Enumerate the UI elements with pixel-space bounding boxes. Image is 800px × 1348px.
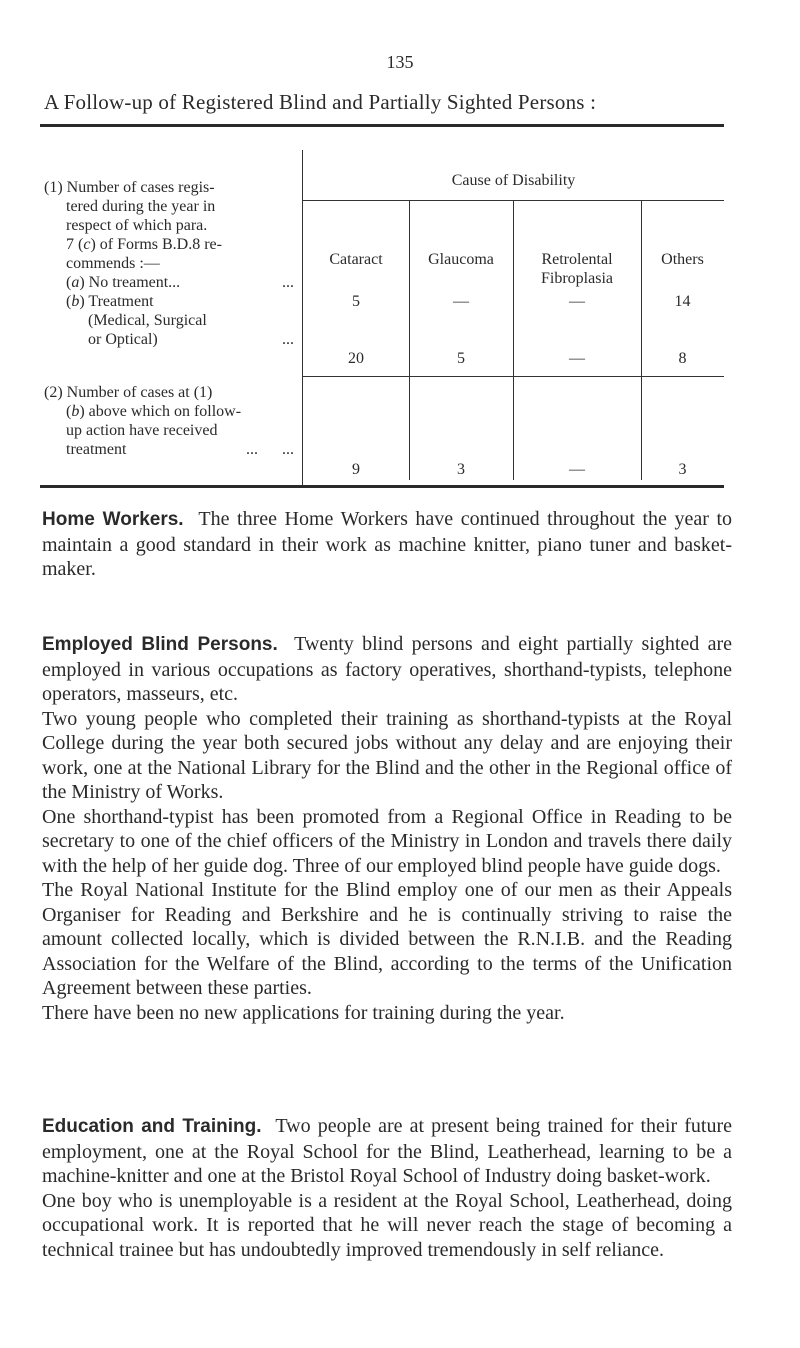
row-b-line: or Optical): [88, 331, 158, 348]
cell-b-glaucoma: 5: [457, 350, 465, 367]
cause-of-disability-header: Cause of Disability: [451, 172, 576, 189]
paragraph: The three Home Workers have continued throughout the year to maintain a good standard in their work as machine knitter, piano tuner and basket-maker.: [42, 508, 733, 580]
row-1-line: commends :—: [66, 255, 160, 272]
cell-2-others: 3: [678, 461, 687, 478]
row-a-text: a: [71, 274, 80, 291]
leader-dots: ... ...: [246, 441, 294, 458]
row-b-text: ) Treatment: [79, 293, 154, 310]
row-1-text: 7 (: [66, 236, 84, 253]
cell-b-retrolental: —: [569, 350, 585, 367]
cell-a-glaucoma: —: [453, 293, 469, 310]
row-2-text: b: [71, 403, 80, 420]
paragraph: The Royal National Institute for the Blind employ one of our men as their Appeals Organiser for Reading and Berkshire and he is continually striving to raise the amount collected locally, which is divided between the R.N.I.B. and the Reading Association for the Welfare of the Blind, according to the terms of the Unification Agreement between these parties.: [42, 879, 732, 999]
row-1-line: respect of which para.: [66, 217, 208, 234]
cell-a-retrolental: —: [569, 293, 585, 310]
paragraph: There have been no new applications for training during the year.: [42, 1001, 565, 1024]
cell-a-others: 14: [674, 293, 691, 310]
row-1-label: [44, 178, 294, 349]
cell-2-retrolental: —: [569, 461, 585, 478]
row-b-text: b: [71, 293, 80, 310]
leader-dots: ...: [282, 274, 294, 291]
cell-2-cataract: 9: [352, 461, 360, 478]
column-header-cataract: Cataract: [329, 251, 383, 268]
page-title: A Follow-up of Registered Blind and Partially Sighted Persons :: [44, 90, 597, 114]
column-divider: [641, 200, 642, 480]
table-bottom-rule: [40, 485, 724, 488]
row-2-line: up action have received: [66, 422, 218, 439]
column-divider: [513, 200, 514, 480]
column-divider: [409, 200, 410, 480]
page-number: 135: [386, 52, 414, 72]
section-heading: Employed Blind Persons.: [42, 634, 278, 655]
row-a-text: ) No treament...: [79, 274, 181, 291]
row-1-text: ) of Forms B.D.8 re-: [90, 236, 222, 253]
row-2-text: ) above which on follow-: [79, 403, 242, 420]
row-a-text: (: [66, 274, 72, 291]
row-b-text: (: [66, 293, 72, 310]
row-2-label: [44, 383, 294, 459]
home-workers-section: [42, 507, 732, 582]
row-2-line: (2) Number of cases at (1): [44, 384, 213, 401]
row-1-line: (1) Number of cases regis-: [44, 179, 215, 196]
employed-blind-persons-section: [42, 632, 732, 1025]
paragraph: Two people are at present being trained for their future employment, one at the Royal School for the Blind, Leatherhead, learning to be a machine-knitter and one at the Bristol Royal School of Industry doing basket-work.: [42, 1115, 732, 1187]
row-1-line: tered during the year in: [66, 198, 216, 215]
row-2-text: (: [66, 403, 72, 420]
cell-2-glaucoma: 3: [457, 461, 465, 478]
column-header-glaucoma: Glaucoma: [428, 251, 494, 268]
section-heading: Education and Training.: [42, 1116, 262, 1137]
cell-a-cataract: 5: [352, 293, 360, 310]
paragraph: Two young people who completed their training as shorthand-typists at the Royal College during the year both secured jobs without any delay and are enjoying their work, one at the National Library for the Blind and the other in the Regional office of the Ministry of Works.: [42, 707, 732, 803]
column-header-others: Others: [661, 251, 704, 268]
section-heading: Home Workers.: [42, 509, 184, 530]
cell-b-cataract: 20: [348, 350, 364, 367]
education-and-training-section: [42, 1114, 732, 1262]
table-top-rule: [40, 124, 724, 127]
column-divider: [302, 150, 303, 485]
leader-dots: ...: [282, 331, 294, 348]
row-1-text: c: [83, 236, 91, 253]
paragraph: One shorthand-typist has been promoted from a Regional Office in Reading to be secretary to one of the chief officers of the Ministry in London and travels there daily with the help of her guide dog. Three of our employed blind people have guide dogs.: [42, 805, 732, 877]
row-2-line: treatment: [66, 441, 127, 458]
paragraph: Twenty blind persons and eight partially sighted are employed in various occupations as factory operatives, shorthand-typists, telephone operators, masseurs, etc.: [42, 633, 733, 705]
row-b-line: (Medical, Surgical: [88, 312, 207, 329]
cell-b-others: 8: [678, 350, 687, 367]
column-header-retrolental-fibroplasia: Retrolental Fibroplasia: [541, 251, 613, 287]
paragraph: One boy who is unemployable is a resident at the Royal School, Leatherhead, doing occupational work. It is reported that he will never reach the stage of becoming a technical trainee but has undoubtedly improved tremendously in self reliance.: [42, 1189, 732, 1261]
row-divider: [303, 376, 724, 377]
